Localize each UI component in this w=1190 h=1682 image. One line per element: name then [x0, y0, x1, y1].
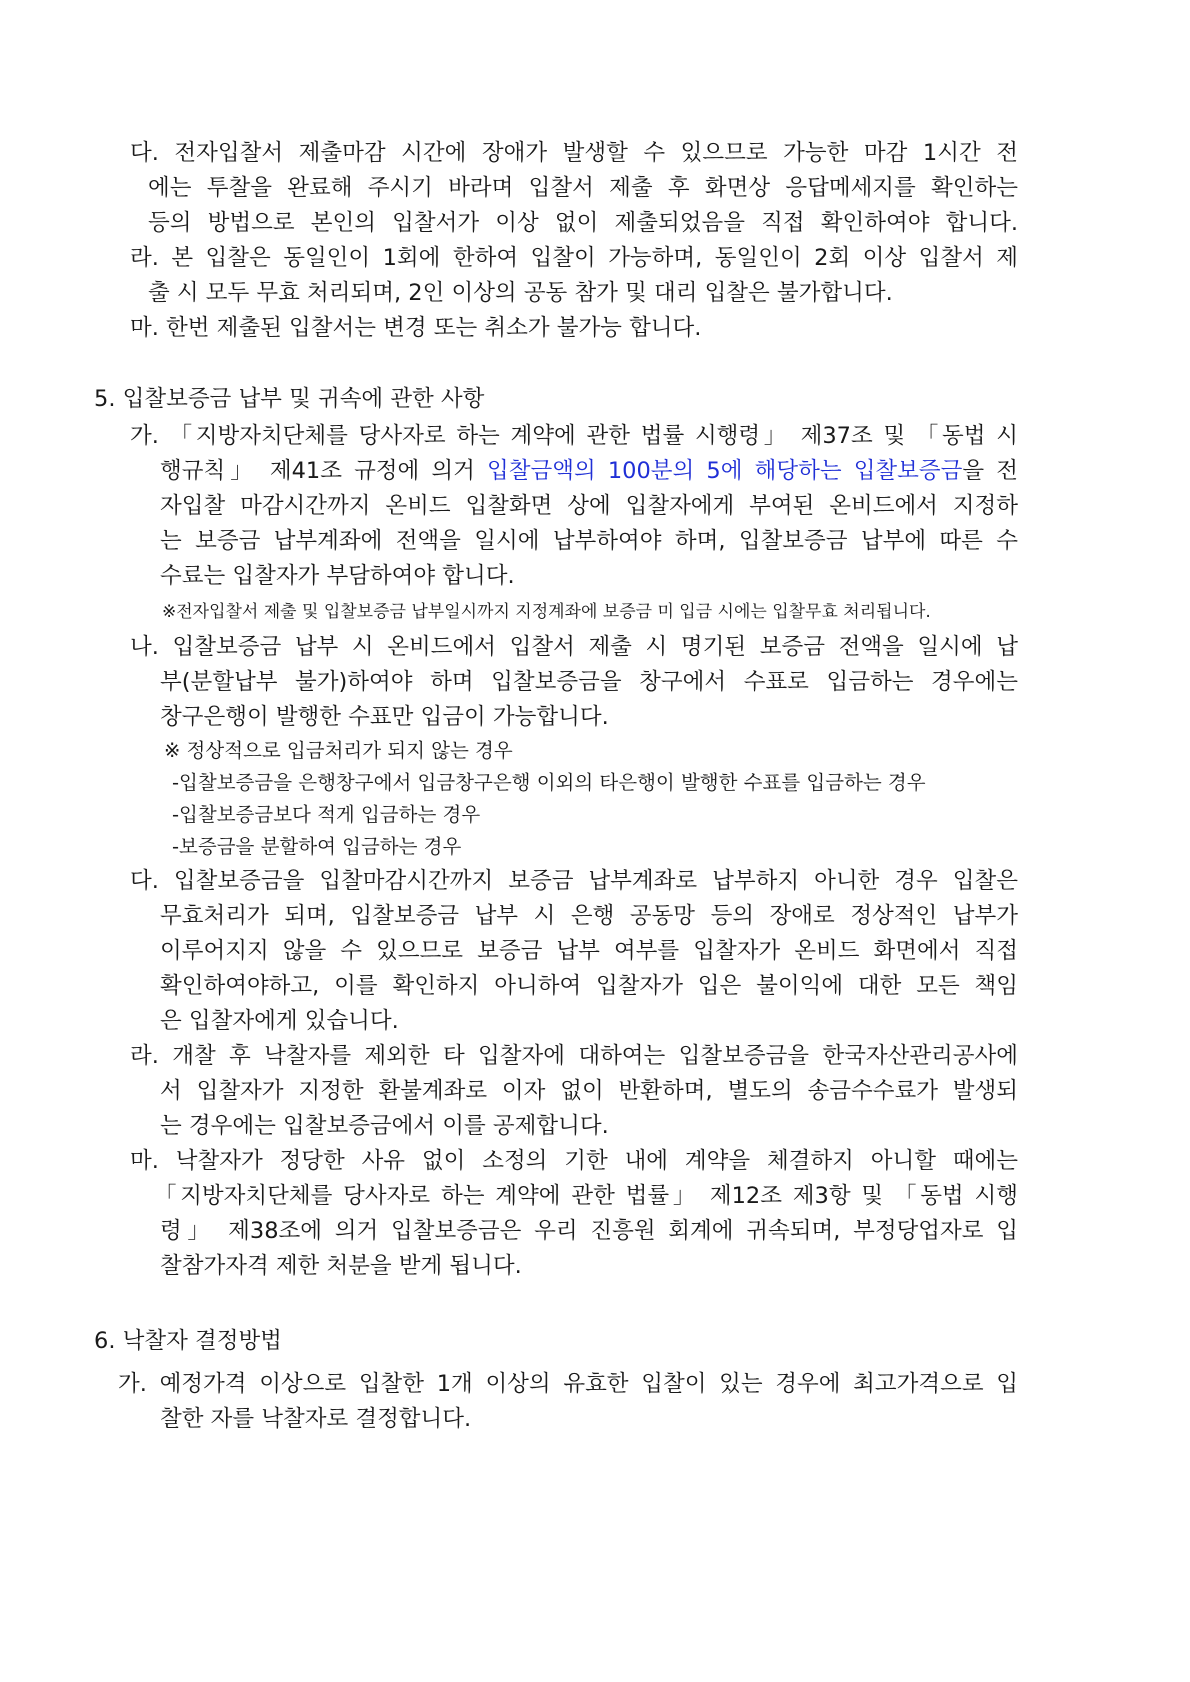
sec5-ma-line2: 「지방자치단체를 당사자로 하는 계약에 관한 법률」 제12조 제3항 및 「동법 시행 [154, 1183, 1018, 1209]
sec5-ga-line2-post: 을 전 [962, 458, 1019, 484]
section-5-title: 5. 입찰보증금 납부 및 귀속에 관한 사항 [94, 386, 485, 412]
sec5-da-line1: 다. 입찰보증금을 입찰마감시간까지 보증금 납부계좌로 납부하지 아니한 경우 입찰은 [130, 868, 1018, 894]
sec5-da-line3: 이루어지지 않을 수 있으므로 보증금 납부 여부를 입찰자가 온비드 화면에서 직접 [160, 938, 1018, 964]
sec5-ga-line1: 가. 「지방자치단체를 당사자로 하는 계약에 관한 법률 시행령」 제37조 및 「동법 시 [130, 423, 1018, 449]
sec5-ra-line1: 라. 개찰 후 낙찰자를 제외한 타 입찰자에 대하여는 입찰보증금을 한국자산관리공사에 [130, 1043, 1018, 1069]
sec5-ga-line5: 수료는 입찰자가 부담하여야 합니다. [160, 563, 515, 589]
sec5-ga-line2 [160, 456, 1018, 486]
sec5-na-note-heading: ※ 정상적으로 입금처리가 되지 않는 경우 [164, 739, 513, 762]
sec4-da-line3: 등의 방법으로 본인의 입찰서가 이상 없이 제출되었음을 직접 확인하여야 합니다. [148, 210, 1018, 236]
sec5-ra-line2: 서 입찰자가 지정한 환불계좌로 이자 없이 반환하며, 별도의 송금수수료가 발생되 [160, 1078, 1018, 1104]
sec5-ga-line2-pre: 행규칙」 제41조 규정에 의거 [160, 458, 488, 484]
sec4-ra-line1: 라. 본 입찰은 동일인이 1회에 한하여 입찰이 가능하며, 동일인이 2회 이상 입찰서 제 [130, 245, 1018, 271]
sec5-na-line2: 부(분할납부 불가)하여야 하며 입찰보증금을 창구에서 수표로 입금하는 경우에는 [160, 669, 1018, 695]
section-6-title: 6. 낙찰자 결정방법 [94, 1328, 282, 1354]
sec5-da-line5: 은 입찰자에게 있습니다. [160, 1008, 399, 1034]
sec4-ma-line1: 마. 한번 제출된 입찰서는 변경 또는 취소가 불가능 합니다. [130, 315, 702, 341]
sec5-na-line1: 나. 입찰보증금 납부 시 온비드에서 입찰서 제출 시 명기된 보증금 전액을 일시에 납 [130, 634, 1018, 660]
sec5-ga-note: ※전자입찰서 제출 및 입찰보증금 납부일시까지 지정계좌에 보증금 미 입금 시에는 입찰무효 처리됩니다. [162, 602, 931, 622]
sec4-da-line2: 에는 투찰을 완료해 주시기 바라며 입찰서 제출 후 화면상 응답메세지를 확인하는 [148, 175, 1018, 201]
sec5-na-note-item2: -입찰보증금보다 적게 입금하는 경우 [172, 803, 481, 826]
sec5-ga-line4: 는 보증금 납부계좌에 전액을 일시에 납부하여야 하며, 입찰보증금 납부에 따른 수 [160, 528, 1018, 554]
sec5-ma-line3: 령」 제38조에 의거 입찰보증금은 우리 진흥원 회계에 귀속되며, 부정당업자로 입 [160, 1218, 1018, 1244]
sec5-na-note-item1: -입찰보증금을 은행창구에서 입금창구은행 이외의 타은행이 발행한 수표를 입금하는 경우 [172, 771, 926, 794]
sec5-ga-line3: 자입찰 마감시간까지 온비드 입찰화면 상에 입찰자에게 부여된 온비드에서 지정하 [160, 493, 1018, 519]
sec5-ma-line1: 마. 낙찰자가 정당한 사유 없이 소정의 기한 내에 계약을 체결하지 아니할 때에는 [130, 1148, 1018, 1174]
sec5-da-line4: 확인하여야하고, 이를 확인하지 아니하여 입찰자가 입은 불이익에 대한 모든 책임 [160, 973, 1018, 999]
sec5-da-line2: 무효처리가 되며, 입찰보증금 납부 시 은행 공동망 등의 장애로 정상적인 납부가 [160, 903, 1018, 929]
sec4-ra-line2: 출 시 모두 무효 처리되며, 2인 이상의 공동 참가 및 대리 입찰은 불가합니다. [148, 280, 893, 306]
sec5-ra-line3: 는 경우에는 입찰보증금에서 이를 공제합니다. [160, 1113, 609, 1139]
sec6-ga-line1: 가. 예정가격 이상으로 입찰한 1개 이상의 유효한 입찰이 있는 경우에 최고가격으로 입 [118, 1371, 1018, 1397]
sec5-ma-line4: 찰참가자격 제한 처분을 받게 됩니다. [160, 1253, 522, 1279]
sec4-da-line1: 다. 전자입찰서 제출마감 시간에 장애가 발생할 수 있으므로 가능한 마감 1시간 전 [130, 140, 1018, 166]
sec5-na-note-item3: -보증금을 분할하여 입금하는 경우 [172, 835, 462, 858]
deposit-rate-highlight: 입찰금액의 100분의 5에 해당하는 입찰보증금 [487, 458, 963, 484]
sec5-na-line3: 창구은행이 발행한 수표만 입금이 가능합니다. [160, 704, 609, 730]
sec6-ga-line2: 찰한 자를 낙찰자로 결정합니다. [160, 1406, 472, 1432]
